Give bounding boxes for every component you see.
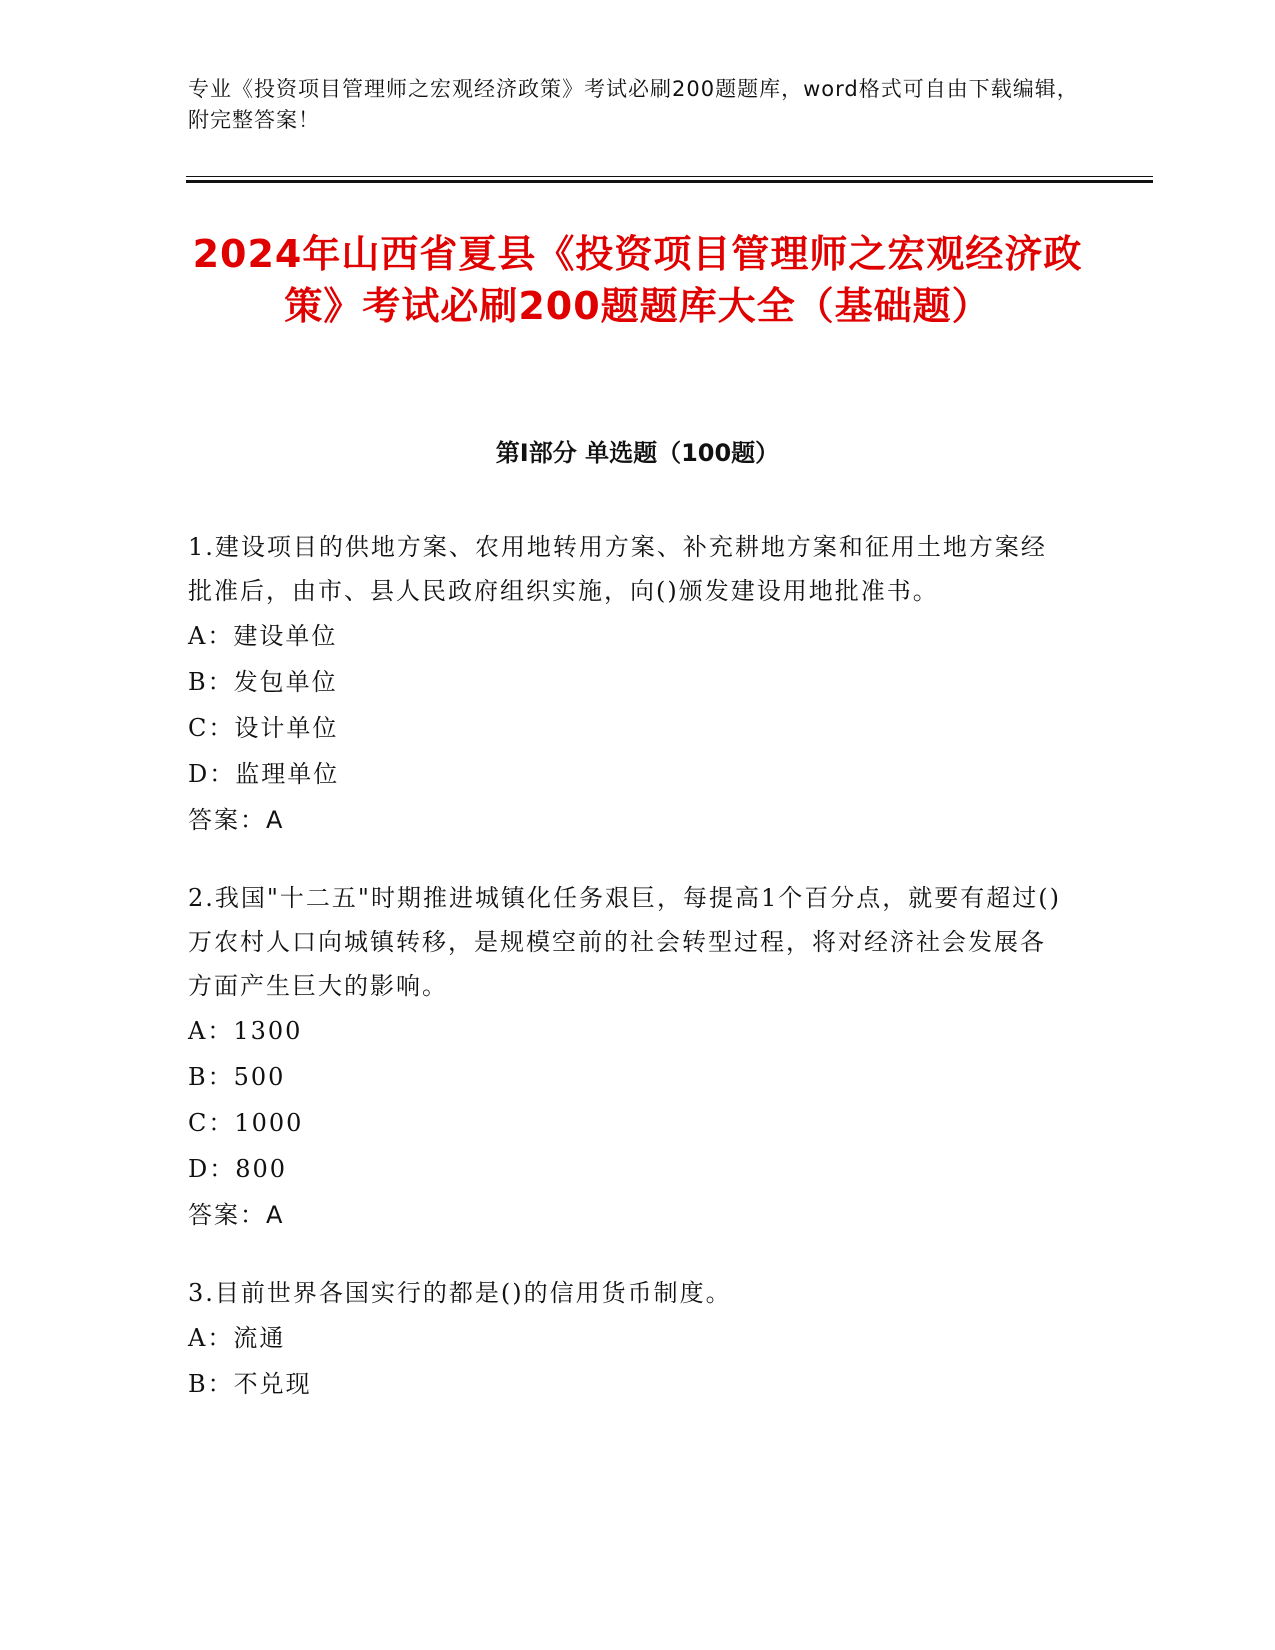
question-1	[188, 525, 1068, 843]
option-c: C：1000	[188, 1109, 304, 1137]
header-rule-thin	[186, 176, 1153, 177]
question-3	[188, 1271, 1068, 1407]
option-d: D：800	[188, 1155, 288, 1183]
option-d: D：监理单位	[188, 760, 340, 788]
section-title: 第I部分 单选题（100题）	[495, 439, 780, 467]
option-b: B：发包单位	[188, 668, 338, 696]
option-b: B：不兑现	[188, 1370, 312, 1398]
option-a: A：1300	[188, 1017, 303, 1045]
question-stem: 2.我国"十二五"时期推进城镇化任务艰巨，每提高1个百分点，就要有超过()万农村人口向城镇转移，是规模空前的社会转型过程，将对经济社会发展各方面产生巨大的影响。	[188, 884, 1061, 1000]
answer-label: 答案：A	[188, 1201, 285, 1229]
header-note: 专业《投资项目管理师之宏观经济政策》考试必刷200题题库，word格式可自由下载编辑，附完整答案！	[188, 77, 1079, 132]
option-a: A：建设单位	[188, 622, 338, 650]
option-c: C：设计单位	[188, 714, 339, 742]
option-b: B：500	[188, 1063, 286, 1091]
question-stem: 1.建设项目的供地方案、农用地转用方案、补充耕地方案和征用土地方案经批准后，由市、县人民政府组织实施，向()颁发建设用地批准书。	[188, 533, 1047, 605]
question-stem: 3.目前世界各国实行的都是()的信用货币制度。	[188, 1279, 732, 1307]
header-rule-thick	[186, 180, 1153, 183]
document-title: 2024年山西省夏县《投资项目管理师之宏观经济政策》考试必刷200题题库大全（基础题）	[192, 232, 1083, 328]
answer-label: 答案：A	[188, 806, 285, 834]
question-2	[188, 876, 1068, 1238]
option-a: A：流通	[188, 1324, 286, 1352]
question-list	[188, 525, 1068, 1440]
